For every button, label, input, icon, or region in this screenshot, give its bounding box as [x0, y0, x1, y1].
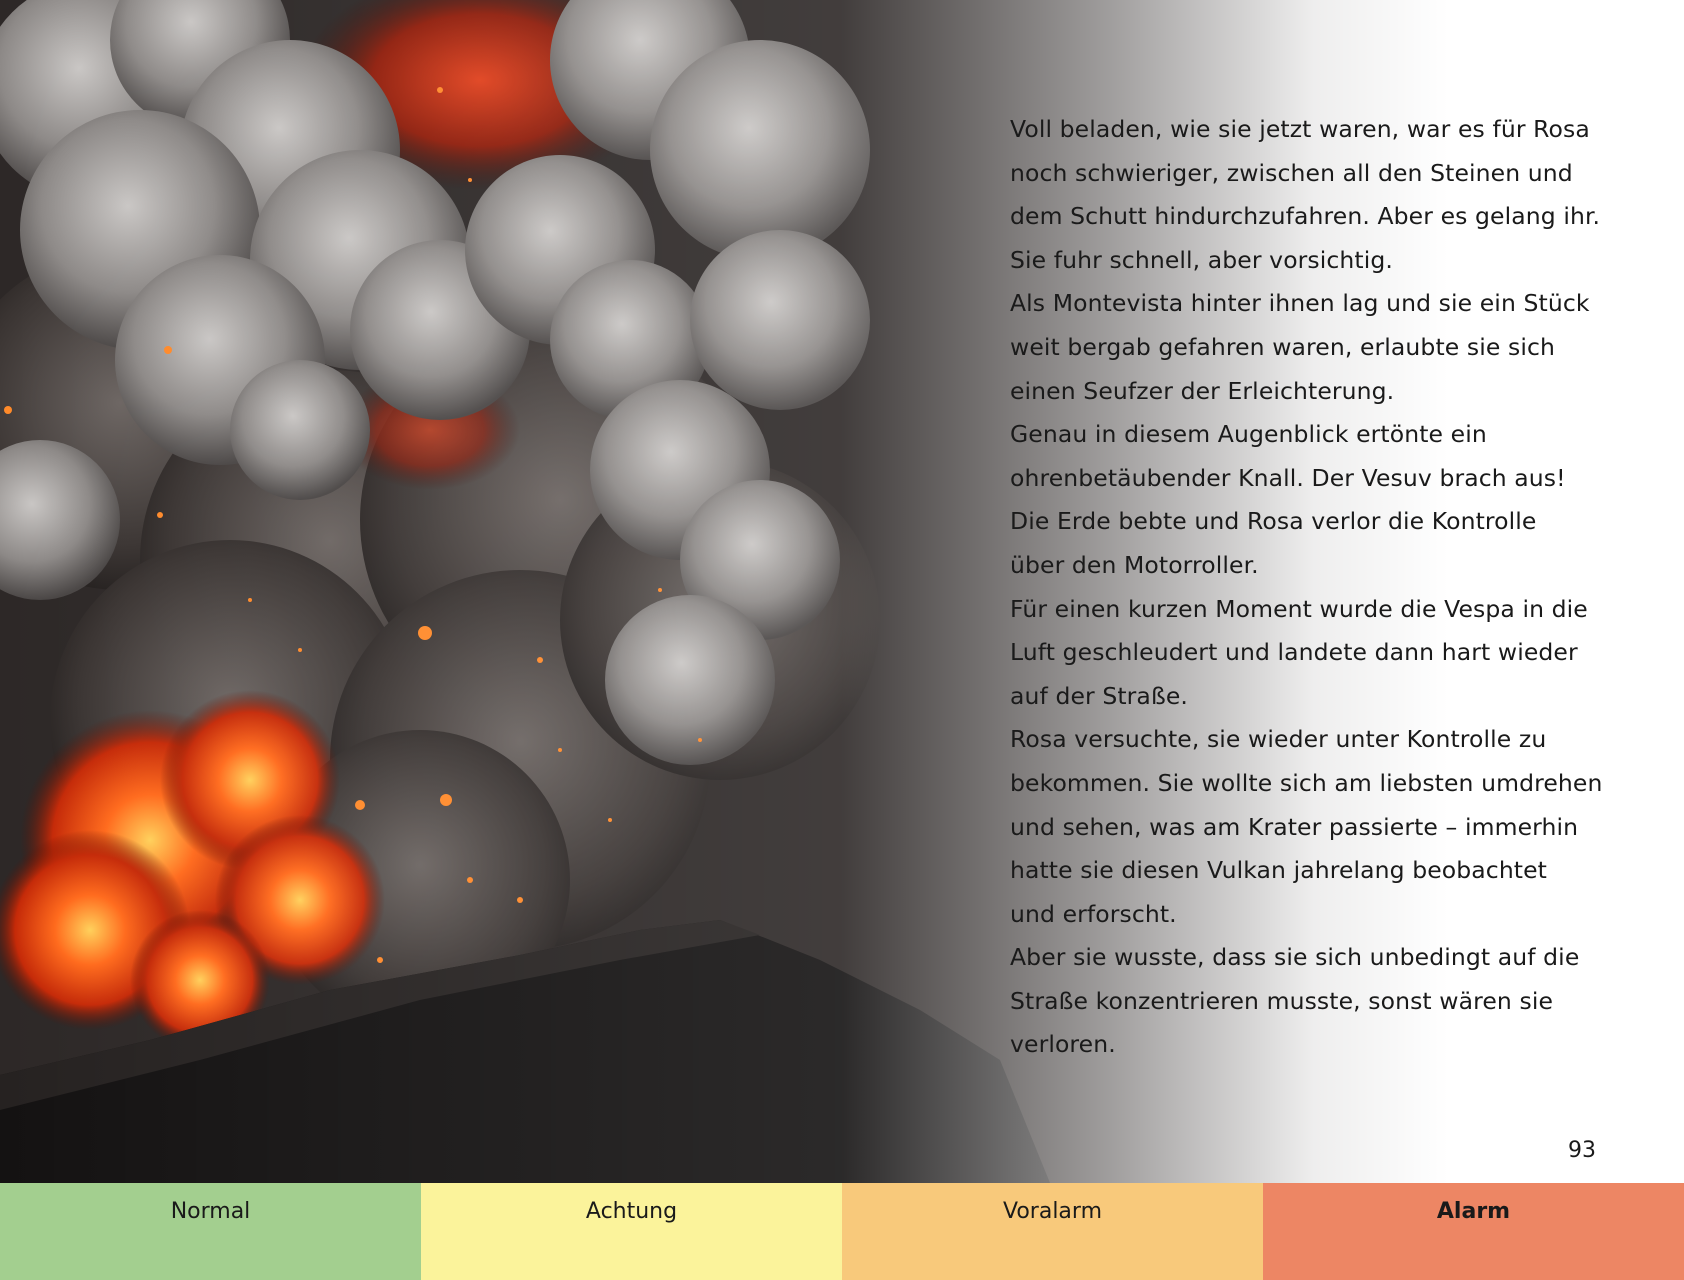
- story-line: Luft geschleudert und landete dann hart wieder: [1010, 638, 1578, 667]
- story-line: und erforscht.: [1010, 899, 1177, 928]
- story-line: auf der Straße.: [1010, 681, 1188, 710]
- story-line: Die Erde bebte und Rosa verlor die Kontrolle: [1010, 507, 1537, 536]
- story-text: [1010, 108, 1650, 1067]
- page-number: 93: [1568, 1138, 1596, 1163]
- story-line: Straße konzentrieren musste, sonst wären sie: [1010, 986, 1554, 1015]
- story-line: Rosa versuchte, sie wieder unter Kontrolle zu: [1010, 725, 1547, 754]
- story-line: Voll beladen, wie sie jetzt waren, war es für Rosa: [1010, 115, 1590, 143]
- alert-level-label: Alarm: [1436, 1199, 1511, 1224]
- story-line: verloren.: [1010, 1030, 1116, 1059]
- story-line: und sehen, was am Krater passierte – immerhin: [1010, 812, 1579, 841]
- story-line: dem Schutt hindurchzufahren. Aber es gelang ihr.: [1010, 202, 1601, 231]
- alert-level-label: Voralarm: [1002, 1199, 1102, 1224]
- alert-level-label: Normal: [170, 1199, 251, 1224]
- story-line: weit bergab gefahren waren, erlaubte sie sich: [1010, 332, 1555, 361]
- story-line: Sie fuhr schnell, aber vorsichtig.: [1010, 245, 1393, 274]
- alert-level-normal: [0, 1183, 421, 1280]
- story-line: Genau in diesem Augenblick ertönte ein: [1010, 420, 1487, 449]
- story-line: Für einen kurzen Moment wurde die Vespa in die: [1010, 594, 1588, 623]
- story-line: noch schwieriger, zwischen all den Steinen und: [1010, 158, 1573, 187]
- alert-level-bar: [0, 1183, 1684, 1280]
- story-line: bekommen. Sie wollte sich am liebsten umdrehen: [1010, 768, 1603, 797]
- story-line: Als Montevista hinter ihnen lag und sie ein Stück: [1010, 289, 1590, 318]
- alert-level-achtung: [421, 1183, 842, 1280]
- story-line: Aber sie wusste, dass sie sich unbedingt auf die: [1010, 943, 1580, 972]
- story-line: über den Motorroller.: [1010, 550, 1259, 579]
- story-line: ohrenbetäubender Knall. Der Vesuv brach aus!: [1010, 463, 1566, 492]
- alert-level-voralarm: [842, 1183, 1263, 1280]
- alert-level-label: Achtung: [585, 1199, 678, 1224]
- story-line: einen Seufzer der Erleichterung.: [1010, 376, 1395, 405]
- alert-level-alarm: [1263, 1183, 1684, 1280]
- story-line: hatte sie diesen Vulkan jahrelang beobachtet: [1010, 856, 1547, 885]
